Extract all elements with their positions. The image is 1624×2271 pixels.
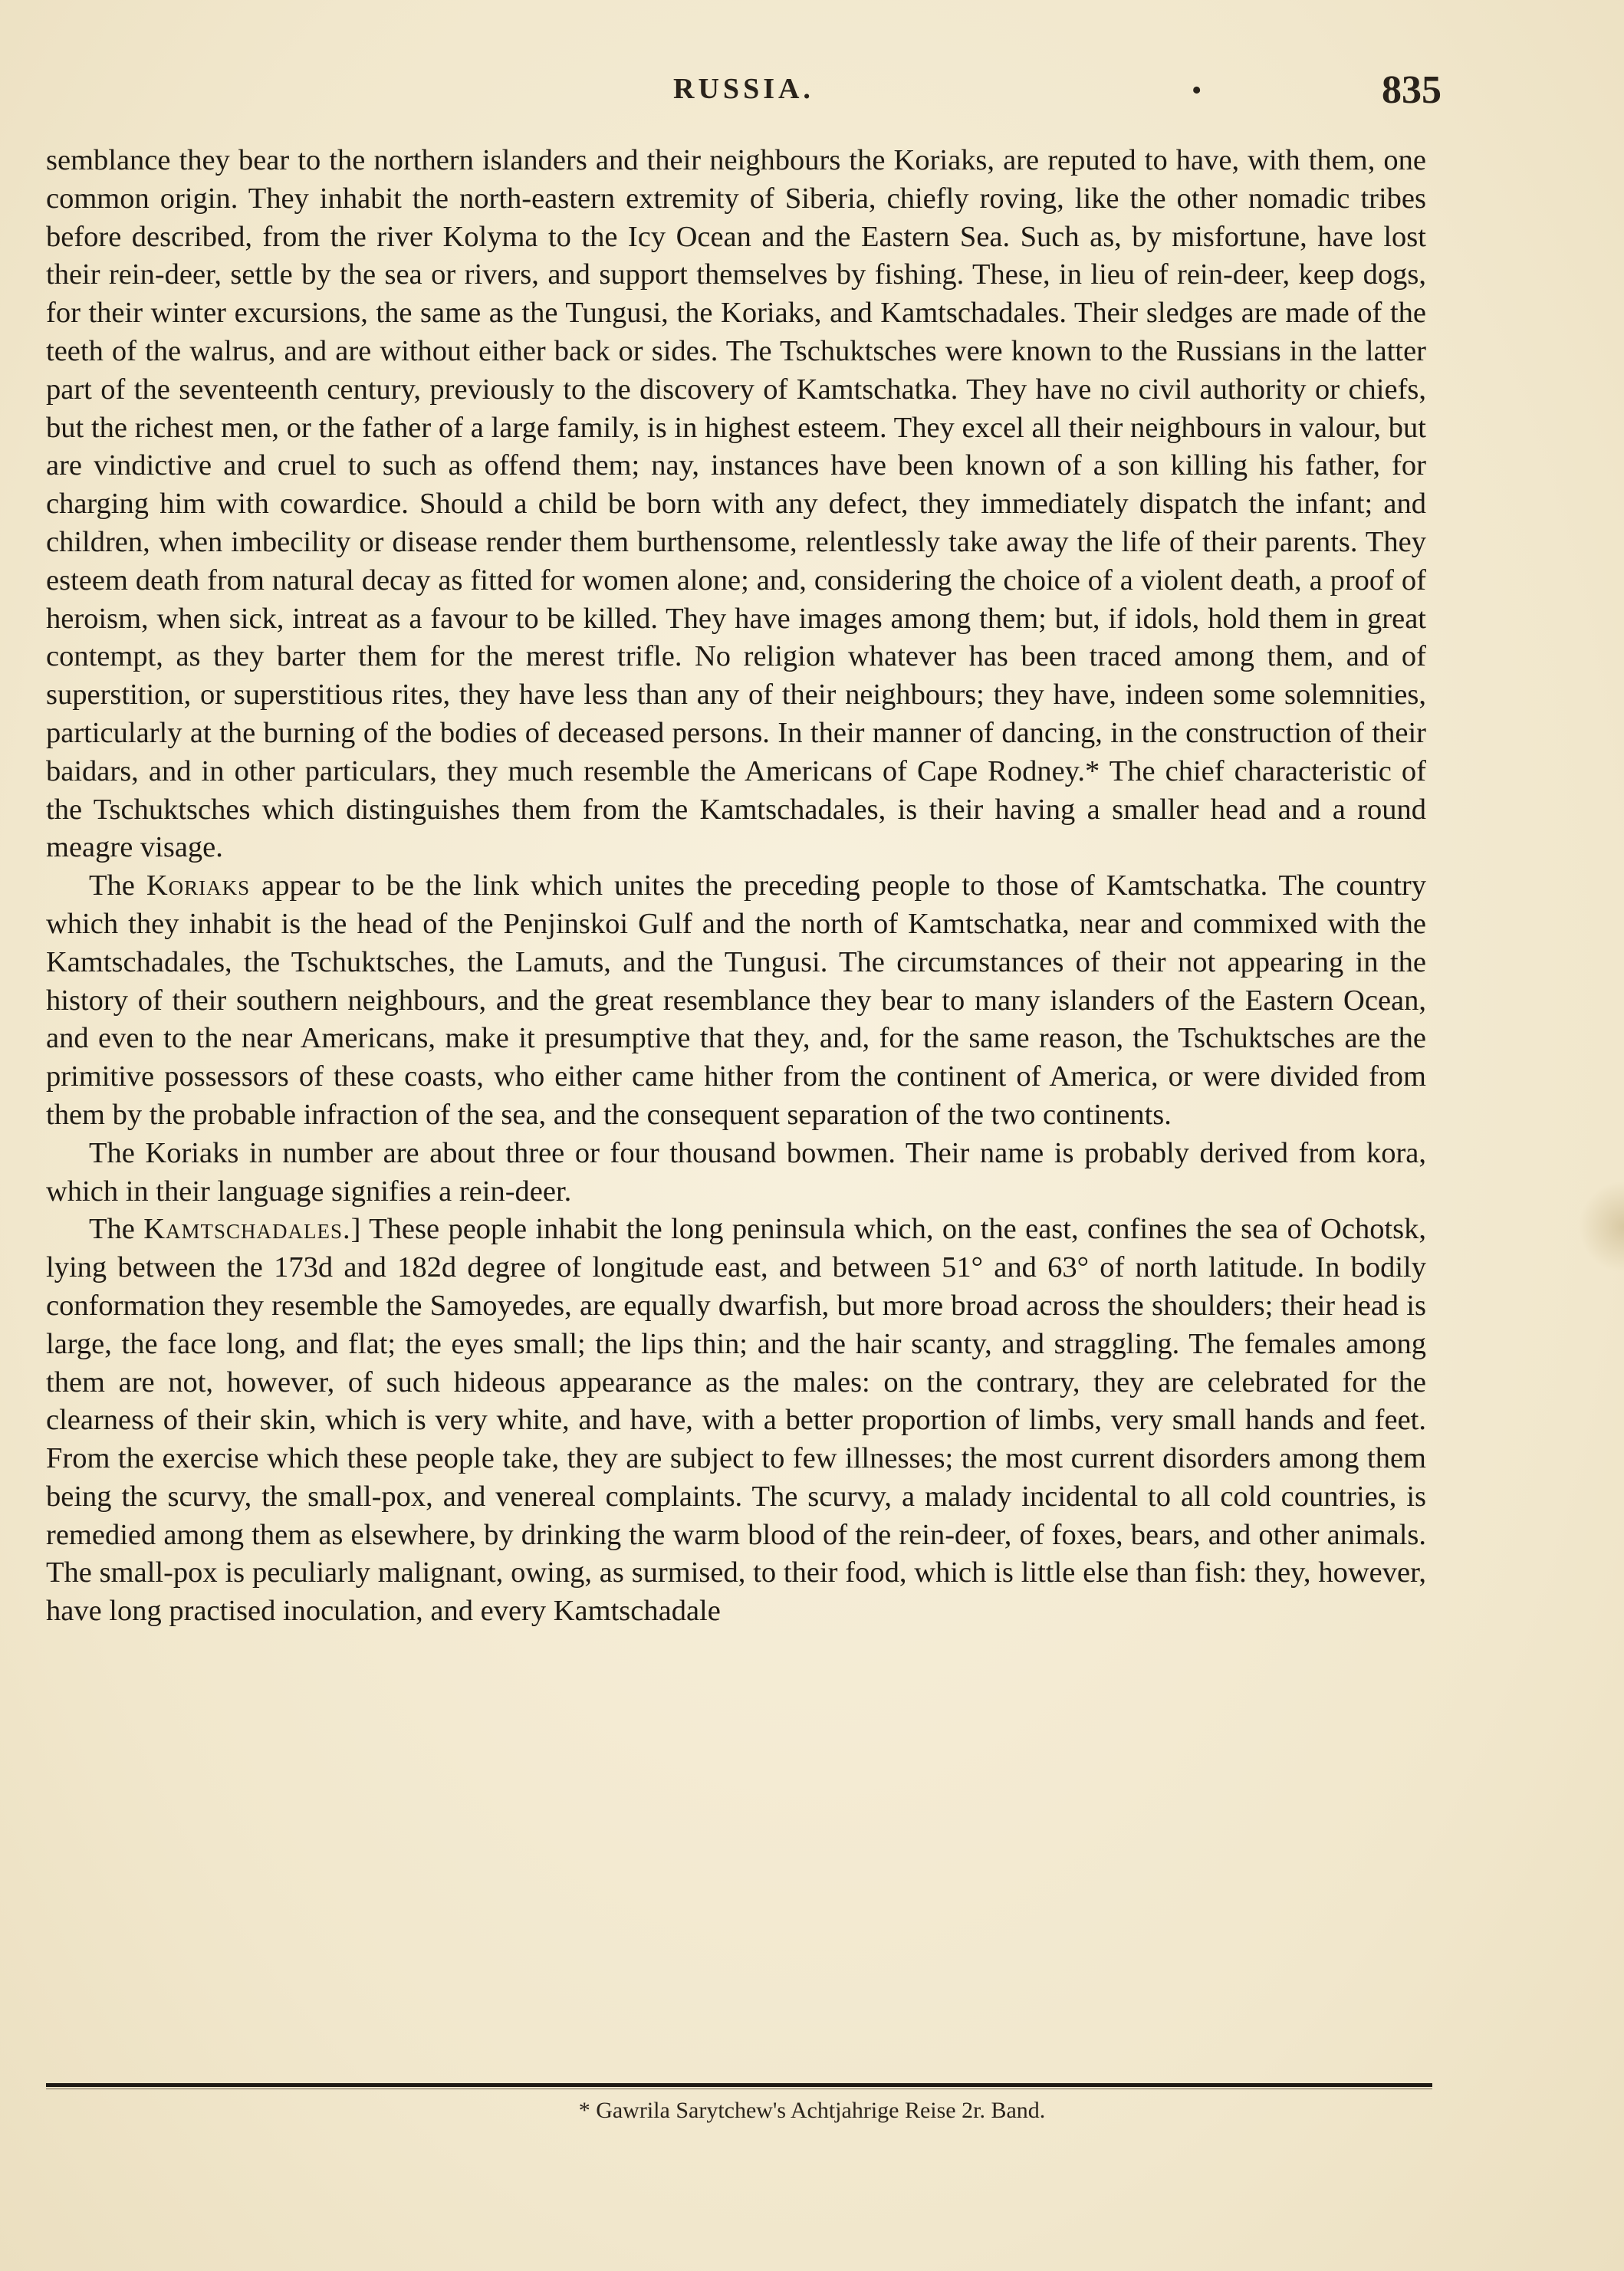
paragraph-kamtschadales <box>46 1211 1426 1631</box>
footnote-rule <box>46 2083 1432 2089</box>
body-text <box>46 142 1426 1631</box>
paragraph-kamtschadales-text: These people inhabit the long peninsula which, on the east, confines the sea of Ochotsk, lying between the 173d and 182d degree of longitude east, and between 51° and 63° of north latitude. In bodily conformation they resemble the Samoyedes, are equally dwarfish, but more broad across the shoulders; their head is large, the face long, and flat; the eyes small; the lips thin; and the hair scanty, and straggling. The females among them are not, however, of such hideous appearance as the males: on the contrary, they are celebrated for the clearness of their skin, which is very white, and have, with a better proportion of limbs, very small hands and feet. From the exercise which these people take, they are subject to few illnesses; the most current disorders among them being the scurvy, the small-pox, and venereal complaints. The scurvy, a malady incidental to all cold countries, is remedied among them as elsewhere, by drinking the warm blood of the rein-deer, of foxes, bears, and other animals. The small-pox is peculiarly malignant, owing, as surmised, to their food, which is little else than fish: they, however, have long practised inoculation, and every Kamtschadale <box>46 1213 1426 1628</box>
heading-kamtschadales: Kamtschadales. <box>143 1213 351 1246</box>
heading-koriaks: Koriaks <box>146 869 251 902</box>
paragraph-koriaks <box>46 867 1426 1135</box>
paragraph-koriaks-number: The Koriaks in number are about three or four thousand bowmen. Their name is probably derived from kora, which in their language signifies a rein-deer. <box>46 1136 1426 1208</box>
heading-bracket: ] <box>350 1213 361 1246</box>
page-number: 835 <box>1382 68 1442 112</box>
running-title: RUSSIA. <box>673 73 814 105</box>
running-head <box>46 68 1442 118</box>
footnote: * Gawrila Sarytchew's Achtjahrige Reise 2r. Band. <box>578 2098 1046 2123</box>
paragraph-koriaks-lead: The <box>89 869 146 902</box>
paragraph-kamtschadales-lead: The <box>89 1213 144 1246</box>
paragraph-koriaks-text: appear to be the link which unites the preceding people to those of Kamtschatka. The country which they inhabit is the head of the Penjinskoi Gulf and the north of Kamtschatka, near and commixed with the Kamtschadales, the Tschuktsches, the Lamuts, and the Tungusi. The circumstances of their not appearing in the history of their southern neighbours, and the great resemblance they bear to many islanders of the Eastern Ocean, and even to the near Americans, make it presumptive that they, and, for the same reason, the Tschuktsches are the primitive possessors of these coasts, who either came hither from the continent of America, or were divided from them by the probable infraction of the sea, and the consequent separation of the two continents. <box>46 869 1426 1131</box>
paper-stain <box>1578 1181 1624 1273</box>
paragraph-tschuktsches: semblance they bear to the northern islanders and their neighbours the Koriaks, are reputed to have, with them, one common origin. They inhabit the north-eastern extremity of Siberia, chiefly roving, like the other nomadic tribes before described, from the river Kolyma to the Icy Ocean and the Eastern Sea. Such as, by misfortune, have lost their rein-deer, settle by the sea or rivers, and support themselves by fishing. These, in lieu of rein-deer, keep dogs, for their winter excursions, the same as the Tungusi, the Koriaks, and Kamtschadales. Their sledges are made of the teeth of the walrus, and are without either back or sides. The Tschuktsches were known to the Russians in the latter part of the seventeenth century, previously to the discovery of Kamtschatka. They have no civil authority or chiefs, but the richest men, or the father of a large family, is in highest esteem. They excel all their neighbours in valour, but are vindictive and cruel to such as offend them; nay, instances have been known of a son killing his father, for charging him with cowardice. Should a child be born with any defect, they immediately dispatch the infant; and children, when imbecility or disease render them burthensome, relentlessly take away the life of their parents. They esteem death from natural decay as fitted for women alone; and, considering the choice of a violent death, a proof of heroism, when sick, intreat as a favour to be killed. They have images among them; but, if idols, hold them in great contempt, as they barter them for the merest trifle. No religion whatever has been traced among them, and of superstition, or superstitious rites, they have less than any of their neighbours; they have, indeen some solemnities, particularly at the burning of the bodies of deceased persons. In their manner of dancing, in the construction of their baidars, and in other particulars, they much resemble the Americans of Cape Rodney.* The chief characteristic of the Tschuktsches which distinguishes them from the Kamtschadales, is their having a smaller head and a round meagre visage. <box>46 144 1426 864</box>
header-dot: • <box>1192 74 1202 107</box>
